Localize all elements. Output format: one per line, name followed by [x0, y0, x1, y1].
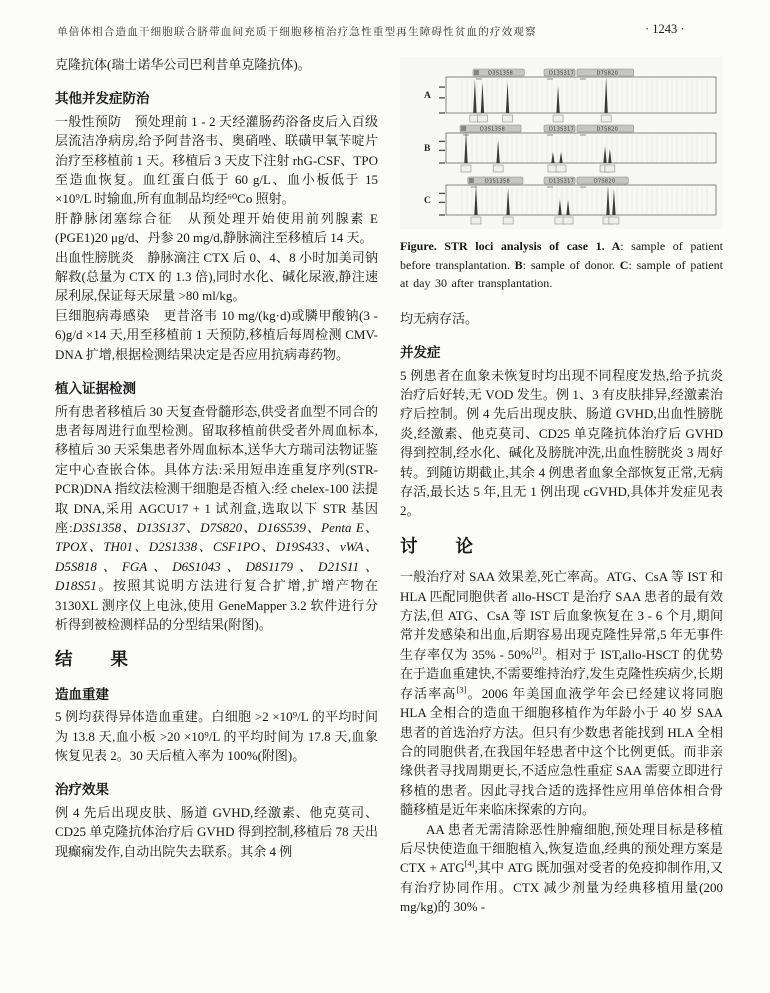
paragraph-treatment-effect: 例 4 先后出现皮肤、肠道 GVHD,经激素、他克莫司、CD25 单克隆抗体治疗后 GVHD 得到控制,移植后 78 天出现癫痫发作,自动出院失去联系。其余 4 例 — [55, 804, 378, 859]
heading-results: 结 果 — [55, 649, 129, 670]
svg-text:D13S317: D13S317 — [549, 70, 575, 77]
str-figure — [400, 57, 723, 229]
reference-3: [3] — [456, 684, 467, 695]
figure-caption-label-c: C — [619, 257, 629, 272]
discussion-text-1c: 。2006 年美国血液学年会已经建议将同胞 HLA 全相合的造血干细胞移植作为年龄小于 40 岁 SAA 患者的首选治疗方法。但只有少数患者能找到 HLA 全相合的同胞供者,在我国年轻患者中这个比例更低。而非亲缘供者寻找周期更长,不适应急性重症 SAA 需要立即进行移植的患者。因此寻找合适的选择性应用单倍体相合骨髓移植是近年来临床探索的方向。 — [400, 685, 723, 818]
heading-engraftment-evidence: 植入证据检测 — [55, 381, 136, 397]
paragraph-general-prevention: 一般性预防 预处理前 1 - 2 天经灌肠药浴备皮后入百级层流洁净病房,给予阿昔洛韦、奥硝唑、联磺甲氧苄啶片治疗至移植前 1 天。移植后 3 天皮下注射 rhG-CSF、TPO 至造血恢复。血红蛋白低于 60 g/L、血小板低于 15 ×10⁹/L 时输血,所有血制品均经⁶⁰Co 照射。 — [55, 113, 378, 207]
discussion-text-2b: ,其中 ATG 既加强对受者的免疫抑制作用,又有治疗协同作用。CTX 减少剂量为经典移植用量(200 mg/kg)的 30% - — [400, 860, 724, 915]
figure-caption-label-b: B — [514, 257, 523, 272]
svg-text:D3S1358: D3S1358 — [488, 70, 514, 77]
running-title: 单倍体相合造血干细胞联合脐带血间充质干细胞移植治疗急性重型再生障碍性贫血的疗效观察 — [57, 27, 537, 38]
svg-text:D7S820: D7S820 — [593, 178, 616, 185]
paragraph-hematopoietic: 5 例均获得异体造血重建。白细胞 >2 ×10⁹/L 的平均时间为 13.8 天,血小板 >20 ×10⁹/L 的平均时间为 17.8 天,血象恢复见表 2。30 天后植入率为 100%(附图)。 — [55, 709, 378, 763]
svg-text:D7S820: D7S820 — [596, 126, 619, 133]
engraftment-text-lead: 所有患者移植后 30 天复查骨髓形态,供受者血型不同合的患者每周进行血型检测。留取移植前供受者外周血标本,移植后 30 天采集患者外周血标本,送华大方瑞司法物证鉴定中心查嵌合体。具体方法:采用短串连重复序列(STR-PCR)DNA 指纹法检测干细胞是否植入:经 chelex-100 法提取 DNA,采用 AGCU17 + 1 试剂盒,选取以下 STR 基因座: — [55, 403, 378, 535]
right-column — [400, 55, 723, 917]
figure-caption-text-a: : sample of patient before transplantation. — [400, 239, 723, 272]
svg-text:D3S1358: D3S1358 — [480, 126, 506, 133]
reference-4: [4] — [464, 859, 475, 870]
carryover-paragraph: 克隆抗体(瑞士诺华公司巴利昔单克隆抗体)。 — [55, 57, 311, 72]
paragraph-cystitis-prevention: 出血性膀胱炎 静脉滴注 CTX 后 0、4、8 小时加美司钠解救(总量为 CTX 的 1.3 倍),同时水化、碱化尿液,静注速尿利尿,保证每天尿量 >80 ml/kg。 — [55, 249, 378, 304]
svg-text:B: B — [424, 144, 431, 154]
heading-hematopoietic-reconstitution: 造血重建 — [55, 686, 109, 702]
svg-text:D13S317: D13S317 — [549, 126, 575, 133]
engraftment-text-tail: 。按照其说明方法进行复合扩增,扩增产物在 3130XL 测序仪上电泳,使用 GeneMapper 3.2 软件进行分析得到被检测样品的分型结果(附图)。 — [55, 578, 378, 632]
str-loci-list: D3S1358、D13S137、D7S820、D16S539、Penta E、TPOX、TH01、D2S1338、CSF1PO、D19S433、vWA、D5S818、FGA、D6S1043、D8S1179、D21S11、D18S51 — [55, 519, 378, 594]
reference-2: [2] — [531, 645, 542, 656]
paragraph-discussion-1 — [400, 567, 723, 819]
paragraph-discussion-2 — [400, 820, 723, 917]
left-column — [55, 55, 378, 861]
svg-text:D7S820: D7S820 — [596, 70, 619, 77]
discussion-text-2a: AA 患者无需清除恶性肿瘤细胞,预处理目标是移植后尽快使造血干细胞植入,恢复造血,经典的预处理方案是 CTX + ATG — [400, 821, 723, 876]
heading-treatment-effect: 治疗效果 — [55, 782, 109, 798]
paragraph-complications: 5 例患者在血象未恢复时均出现不同程度发热,给予抗炎治疗后好转,无 VOD 发生。例 1、3 有皮肤排异,经激素治疗后控制。例 4 先后出现皮肤、肠道 GVHD,出血性膀胱炎,经激素、他克莫司、CD25 单克隆抗体治疗后 GVHD 得到控制,经水化、碱化及膀胱冲洗,出血性膀胱炎 3 周好转。到随访期截止,其余 4 例患者血象全部恢复正常,无病存活,最长达 5 年,且无 1 例出现 cGVHD,具体并发症见表 2。 — [400, 367, 723, 519]
str-figure-svg — [400, 57, 722, 229]
svg-text:D3S1358: D3S1358 — [484, 178, 510, 185]
figure-caption-label-a: A — [611, 239, 621, 253]
paragraph-vod-prevention: 肝静脉闭塞综合征 从预处理开始使用前列腺素 E (PGE1)20 μg/d、丹参 20 mg/d,静脉滴注至移植后 14 天。 — [55, 210, 378, 246]
paragraph-engraftment — [55, 402, 378, 635]
paragraph-cmv-prevention: 巨细胞病毒感染 更昔洛韦 10 mg/(kg·d)或膦甲酸钠(3 - 6)g/d ×14 天,用至移植前 1 天预防,移植后每周检测 CMV-DNA 扩增,根据检测结果决定是否应用抗病毒药物。 — [55, 307, 378, 362]
svg-text:D13S317: D13S317 — [549, 178, 575, 185]
paragraph-survival: 均无病存活。 — [400, 310, 479, 326]
svg-text:A: A — [424, 91, 431, 101]
page-number: · 1243 · — [645, 22, 685, 36]
figure-caption — [400, 237, 723, 293]
heading-discussion: 讨 论 — [400, 535, 474, 556]
figure-caption-text-b: : sample of donor. — [522, 257, 620, 272]
figure-caption-text-c: : sample of patient at day 30 after transplantation. — [400, 257, 723, 291]
heading-complications: 并发症 — [400, 345, 441, 361]
svg-text:C: C — [424, 196, 431, 206]
heading-other-complications: 其他并发症防治 — [55, 91, 150, 107]
figure-caption-lead: Figure. STR loci analysis of case 1. — [400, 239, 612, 253]
discussion-text-1a: 一般治疗对 SAA 效果差,死亡率高。ATG、CsA 等 IST 和 HLA 匹配同胞供者 allo-HSCT 是治疗 SAA 患者的最有效方法,但 ATG、CsA 等 IST 后血象恢复在 3 - 6 个月,期间常并发感染和出血,后期容易出现克隆性异常,5 年无事件生存率仅为 35% - 50% — [400, 569, 723, 662]
discussion-text-1b: 。相对于 IST,allo-HSCT 的优势在于造血重建快,不需要维持治疗,发生克隆性疾病少,长期存活率高 — [400, 646, 723, 701]
